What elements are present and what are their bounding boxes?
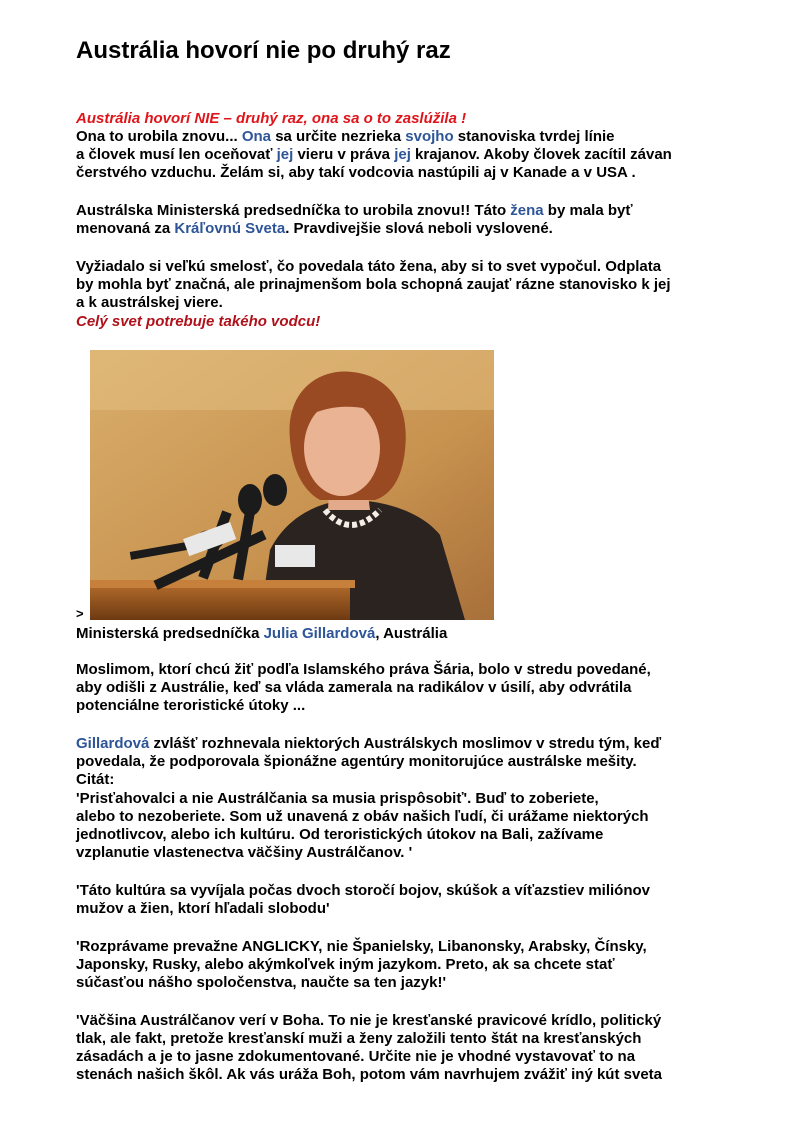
highlight-jej: jej — [276, 146, 294, 163]
text-run: menovaná za — [76, 220, 175, 237]
para5-line-6: jednotlivcov, alebo ich kultúru. Od teroristických útokov na Bali, zažívame — [76, 826, 604, 843]
para6-line-1: 'Táto kultúra sa vyvíjala počas dvoch storočí bojov, skúšok a víťazstiev miliónov — [76, 882, 650, 899]
text-run: . Pravdivejšie slová neboli vyslovené. — [285, 220, 553, 237]
text-run: Ministerská predsedníčka — [76, 625, 264, 642]
photo-caption — [76, 625, 447, 643]
text-run: krajanov. Akoby človek zacítil závan — [410, 146, 672, 163]
para6-line-2: mužov a žien, ktorí hľadali slobodu' — [76, 900, 330, 917]
para5-line-7: vzplanutie vlastenectva väčšiny Austrálčanov. ' — [76, 844, 413, 861]
highlight-ona: Ona — [241, 128, 272, 145]
photo-illustration — [90, 350, 494, 620]
para8-line-4: stenách našich škôl. Ak vás uráža Boh, potom vám navrhujem zvážiť iný kút sveta — [76, 1066, 662, 1083]
intro-line-1 — [76, 128, 615, 146]
text-run: Austrálska Ministerská predsedníčka to urobila znovu!! Táto — [76, 202, 511, 219]
para3-slogan: Celý svet potrebuje takého vodcu! — [76, 313, 321, 330]
intro-line-2 — [76, 146, 672, 164]
photo-julia-gillard — [90, 350, 494, 620]
para3-line-2: by mohla byť značná, ale prinajmenšom bola schopná zaujať rázne stanovisko k jej — [76, 276, 671, 293]
para7-line-2: Japonsky, Rusky, alebo akýmkoľvek iným jazykom. Preto, ak sa chcete stať — [76, 956, 615, 973]
para8-line-1: 'Väčšina Austrálčanov verí v Boha. To nie je kresťanské pravicové krídlo, politický — [76, 1012, 662, 1029]
intro-line-3: čerstvého vzduchu. Želám si, aby takí vodcovia nastúpili aj v Kanade a v USA . — [76, 164, 636, 181]
text-run: , Austrália — [375, 625, 448, 642]
para4-line-3: potenciálne teroristické útoky ... — [76, 697, 306, 714]
highlight-gillardova: Gillardová — [76, 735, 150, 752]
text-run: sa určite nezrieka — [271, 128, 406, 145]
text-run: Ona to urobila znovu... — [76, 128, 242, 145]
para7-line-1: 'Rozprávame prevažne ANGLICKY, nie Španielsky, Libanonsky, Arabsky, Čínsky, — [76, 938, 647, 955]
text-run: vieru v práva — [293, 146, 395, 163]
intro-heading: Austrália hovorí NIE – druhý raz, ona sa o to zaslúžila ! — [76, 110, 467, 127]
para7-line-3: súčasťou nášho spoločenstva, naučte sa ten jazyk!' — [76, 974, 447, 991]
para4-line-1: Moslimom, ktorí chcú žiť podľa Islamského práva Šária, bolo v stredu povedané, — [76, 661, 651, 678]
para3-line-1: Vyžiadalo si veľkú smelosť, čo povedala táto žena, aby si to svet vypočul. Odplata — [76, 258, 662, 275]
para5-line-2: povedala, že podporovala špionážne agentúry monitorujúce austrálske mešity. — [76, 753, 637, 770]
highlight-zena: žena — [510, 202, 544, 219]
text-run: by mala byť — [543, 202, 633, 219]
para4-line-2: aby odišli z Austrálie, keď sa vláda zamerala na radikálov v úsilí, aby odvrátila — [76, 679, 632, 696]
text-run: zvlášť rozhnevala niektorých Austrálskych moslimov v stredu tým, keď — [149, 735, 662, 752]
para2-line-2 — [76, 220, 553, 238]
para5-line-1 — [76, 735, 661, 753]
para8-line-2: tlak, ale fakt, pretože kresťanskí muži a ženy založili tento štát na kresťanských — [76, 1030, 642, 1047]
para5-line-5: alebo to nezoberiete. Som už unavená z obáv našich ľudí, či urážame niektorých — [76, 808, 649, 825]
para5-line-3: Citát: — [76, 771, 115, 788]
para3-line-3: a k austrálskej viere. — [76, 294, 223, 311]
page-title: Austrália hovorí nie po druhý raz — [76, 37, 451, 64]
gt-mark: > — [76, 606, 84, 621]
text-run: stanoviska tvrdej línie — [453, 128, 615, 145]
para5-line-4: 'Prisťahovalci a nie Austrálčania sa musia prispôsobiť'. Buď to zoberiete, — [76, 790, 599, 807]
text-run: a človek musí len oceňovať — [76, 146, 277, 163]
link-julia-gillardova: Julia Gillardová — [263, 625, 376, 642]
highlight-svojho: svojho — [405, 128, 454, 145]
highlight-jej: jej — [394, 146, 411, 163]
para2-line-1 — [76, 202, 633, 220]
para8-line-3: zásadách a je to jasne zdokumentované. Určite nie je vhodné vystavovať to na — [76, 1048, 636, 1065]
highlight-kralovna-sveta: Kráľovnú Sveta — [174, 220, 286, 237]
